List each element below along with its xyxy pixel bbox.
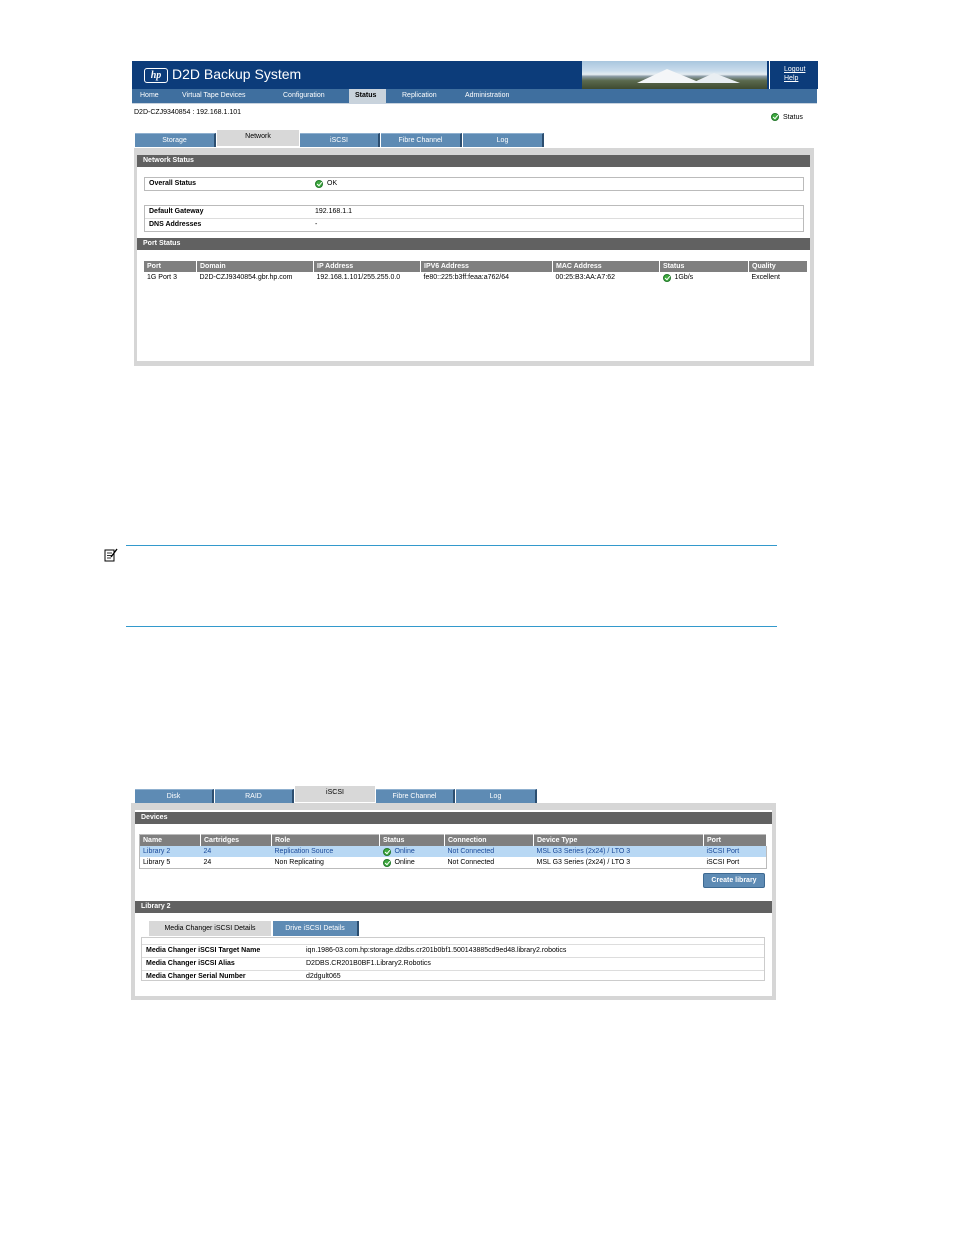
col-mac-address: MAC Address — [553, 261, 660, 272]
tab-network[interactable]: Network — [217, 130, 299, 146]
details-top-gap — [142, 938, 764, 945]
cell-status-text: Online — [394, 859, 415, 866]
col-cartridges: Cartridges — [201, 835, 272, 847]
tab-iscsi[interactable]: iSCSI — [295, 786, 375, 802]
ok-icon — [383, 848, 391, 856]
col-device-type: Device Type — [534, 835, 704, 847]
col-status: Status — [660, 261, 749, 272]
cell-name: Library 2 — [140, 846, 201, 857]
table-row[interactable] — [144, 272, 808, 283]
cell-status — [660, 272, 749, 283]
tab-iscsi[interactable]: iSCSI — [300, 133, 380, 147]
cell-status — [380, 857, 445, 869]
col-ip-address: IP Address — [314, 261, 421, 272]
hp-logo-icon: hp — [144, 68, 168, 83]
status-tabs — [135, 133, 555, 148]
overall-status-value — [315, 178, 337, 190]
tab-disk[interactable]: Disk — [135, 789, 214, 803]
detail-label: Media Changer Serial Number — [146, 973, 246, 980]
cell-port: iSCSI Port — [704, 846, 767, 857]
main-nav — [132, 89, 817, 104]
gateway-label: Default Gateway — [149, 208, 204, 215]
tab-raid[interactable]: RAID — [215, 789, 294, 803]
note-bottom-rule — [126, 626, 777, 627]
help-link[interactable]: Help — [784, 75, 799, 82]
iscsi-panel — [131, 803, 776, 1000]
cell-role: Non Replicating — [274, 859, 324, 866]
overall-status-row — [145, 178, 803, 190]
tab-log[interactable]: Log — [463, 133, 544, 147]
network-status-header: Network Status — [137, 155, 810, 167]
gateway-value: 192.168.1.1 — [315, 208, 352, 215]
note-icon — [104, 548, 118, 562]
overall-status-text: OK — [327, 180, 338, 187]
table-row-selected[interactable] — [140, 846, 767, 857]
gateway-dns-box — [144, 205, 804, 232]
cell-device-type: MSL G3 Series (2x24) / LTO 3 — [534, 846, 704, 857]
detail-value: iqn.1986-03.com.hp:storage.d2dbs.cr201b0bf1.500143885cd9ed48.library2.robotics — [306, 947, 567, 954]
cell-quality: Excellent — [751, 274, 780, 281]
detail-label: Media Changer iSCSI Target Name — [146, 947, 261, 954]
network-panel — [134, 148, 814, 366]
nav-home[interactable]: Home — [140, 92, 159, 99]
nav-configuration[interactable]: Configuration — [283, 92, 325, 99]
cell-connection: Not Connected — [447, 859, 495, 866]
ok-icon — [315, 180, 323, 188]
network-panel-body — [137, 155, 810, 361]
header-links — [769, 61, 818, 89]
cell-port: 1G Port 3 — [147, 274, 177, 281]
mountain-banner-image — [582, 61, 767, 89]
dns-row — [145, 219, 803, 231]
cell-status-text: 1Gb/s — [674, 274, 694, 281]
cell-mac-address: 00:25:B3:AA:A7:62 — [555, 274, 616, 281]
subtab-media-changer-iscsi-details[interactable]: Media Changer iSCSI Details — [149, 921, 271, 936]
app-header — [132, 61, 817, 89]
detail-row-alias — [142, 958, 764, 971]
cell-connection: Not Connected — [445, 846, 534, 857]
gateway-row — [145, 206, 803, 219]
logout-link[interactable]: Logout — [784, 66, 806, 73]
cell-domain: D2D-CZJ9340854.gbr.hp.com — [199, 274, 293, 281]
detail-label: Media Changer iSCSI Alias — [146, 960, 235, 967]
cell-device-type: MSL G3 Series (2x24) / LTO 3 — [536, 859, 631, 866]
col-status: Status — [380, 835, 445, 847]
tab-log[interactable]: Log — [456, 789, 537, 803]
col-domain: Domain — [197, 261, 314, 272]
detail-value: d2dgult065 — [306, 973, 341, 980]
status-indicator[interactable] — [771, 113, 803, 121]
cell-name: Library 5 — [143, 859, 171, 866]
status-label: Status — [783, 113, 803, 121]
nav-administration[interactable]: Administration — [465, 92, 510, 99]
library-details-box — [141, 937, 765, 981]
status-ok-icon — [771, 113, 779, 121]
note-top-rule — [126, 545, 777, 546]
cell-role: Replication Source — [272, 846, 380, 857]
system-label: D2D-CZJ9340854 : 192.168.1.101 — [134, 109, 242, 116]
ok-icon — [383, 859, 391, 867]
col-ipv6-address: IPV6 Address — [421, 261, 553, 272]
cell-status — [380, 846, 445, 857]
iscsi-panel-body — [135, 810, 772, 996]
table-header-row — [140, 835, 767, 847]
ok-icon — [663, 274, 671, 282]
detail-row-serial-number — [142, 971, 764, 983]
dns-label: DNS Addresses — [149, 221, 202, 228]
col-role: Role — [272, 835, 380, 847]
iscsi-tabs — [135, 789, 555, 804]
col-connection: Connection — [445, 835, 534, 847]
devices-table — [139, 834, 767, 869]
library-header: Library 2 — [135, 901, 772, 913]
cell-cartridges: 24 — [201, 846, 272, 857]
dns-value: - — [315, 221, 318, 228]
cell-status-text: Online — [394, 848, 415, 855]
col-port: Port — [144, 261, 197, 272]
nav-virtual-tape-devices[interactable]: Virtual Tape Devices — [182, 92, 246, 99]
cell-cartridges: 24 — [203, 859, 212, 866]
cell-port: iSCSI Port — [706, 859, 740, 866]
col-quality: Quality — [749, 261, 808, 272]
port-status-table — [144, 261, 808, 283]
tab-storage[interactable]: Storage — [135, 133, 216, 147]
col-port: Port — [704, 835, 767, 847]
create-library-button[interactable]: Create library — [703, 873, 765, 888]
tab-fibre-channel[interactable]: Fibre Channel — [376, 789, 455, 803]
detail-value: D2DBS.CR201B0BF1.Library2.Robotics — [306, 960, 431, 967]
detail-row-target-name — [142, 945, 764, 958]
col-name: Name — [140, 835, 201, 847]
nav-replication[interactable]: Replication — [402, 92, 437, 99]
cell-ip-address: 192.168.1.101/255.255.0.0 — [316, 274, 401, 281]
overall-status-label: Overall Status — [149, 180, 197, 187]
app-title: D2D Backup System — [172, 66, 302, 82]
port-status-header: Port Status — [137, 238, 810, 250]
overall-status-box — [144, 177, 804, 191]
table-row[interactable] — [140, 857, 767, 869]
subtab-drive-iscsi-details[interactable]: Drive iSCSI Details — [273, 921, 359, 936]
nav-status[interactable]: Status — [349, 89, 386, 103]
tab-fibre-channel[interactable]: Fibre Channel — [381, 133, 462, 147]
devices-header: Devices — [135, 812, 772, 824]
table-header-row — [144, 261, 808, 272]
cell-ipv6-address: fe80::225:b3ff:feaa:a762/64 — [423, 274, 510, 281]
